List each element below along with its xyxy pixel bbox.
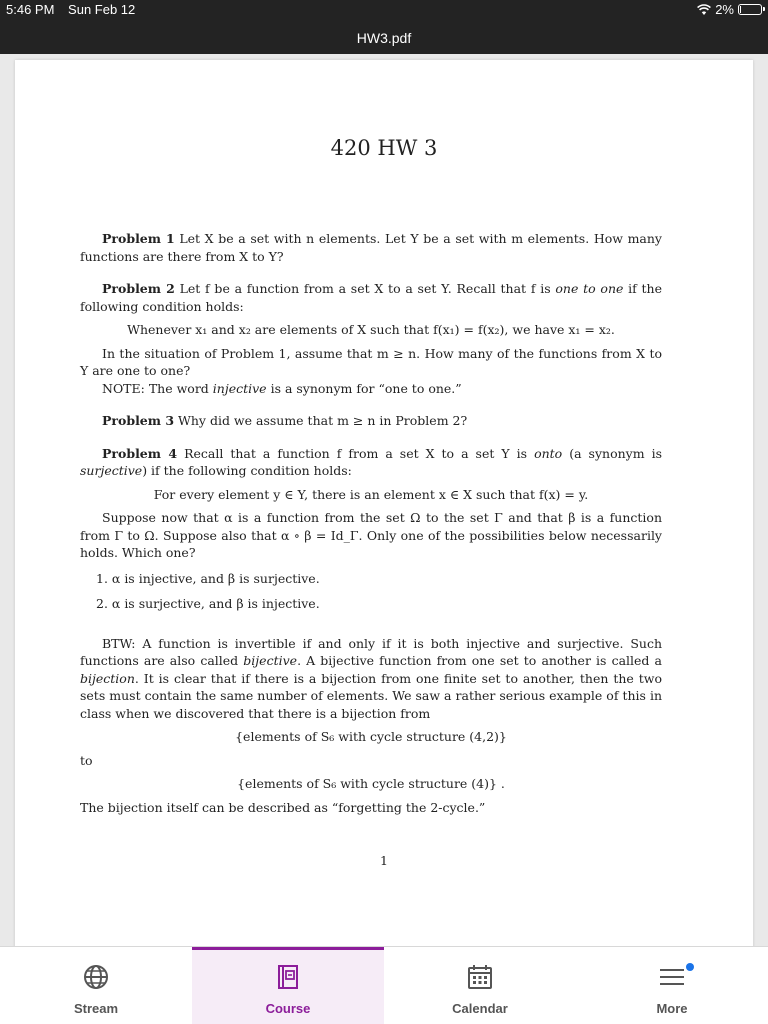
problem-3-text: Why did we assume that m ≥ n in Problem 2? — [174, 413, 468, 428]
problem-4-text-c: ) if the following condition holds: — [142, 463, 352, 478]
problem-2-note — [80, 380, 662, 398]
note-text-a: NOTE: The word — [102, 380, 213, 396]
closing-sentence: The bijection itself can be described as “forgetting the 2-cycle.” — [80, 799, 486, 815]
problem-1-label: Problem 1 — [102, 231, 175, 246]
tab-stream-label: Stream — [73, 1001, 119, 1016]
page-number: 1 — [380, 853, 388, 868]
homework-title: 420 HW 3 — [330, 136, 438, 160]
tab-course[interactable] — [192, 947, 384, 1024]
course-book-icon — [274, 963, 302, 991]
tab-calendar-label: Calendar — [452, 1001, 508, 1016]
problem-4-text-a: Recall that a function f from a set X to a set Y is — [177, 445, 535, 461]
status-indicators — [697, 2, 762, 17]
problem-4-condition: For every element y ∈ Y, there is an element x ∈ X such that f(x) = y. — [153, 486, 589, 502]
problem-4-emphasis-surjective: surjective — [80, 463, 143, 478]
battery-percent: 2% — [715, 2, 734, 17]
btw-text-b: . A bijective function from one set to another is called a — [297, 653, 662, 668]
option-2: 2. α is surjective, and β is injective. — [96, 596, 320, 611]
problem-2-text-a: Let f be a function from a set X to a set Y. Recall that f is — [174, 281, 556, 296]
note-emphasis: injective — [212, 380, 267, 396]
notification-dot-icon — [686, 963, 694, 971]
tab-more-label: More — [656, 1001, 688, 1016]
btw-paragraph — [80, 635, 662, 723]
set-cycle-4: {elements of S₆ with cycle structure (4)} . — [237, 776, 505, 791]
pdf-page — [15, 60, 753, 960]
status-time: 5:46 PM — [6, 2, 55, 17]
problem-4-text-b: (a synonym is — [562, 445, 662, 461]
status-date: Sun Feb 12 — [68, 2, 136, 17]
set-cycle-4-2: {elements of S₆ with cycle structure (4,2)} — [235, 729, 507, 744]
to-word: to — [80, 752, 93, 768]
menu-icon — [658, 963, 686, 991]
btw-emphasis-bijective: bijective — [243, 653, 298, 668]
problem-1-text: Let X be a set with n elements. Let Y be a set with m elements. How many functions are there from X to Y? — [80, 231, 662, 264]
document-title: HW3.pdf — [356, 30, 412, 46]
status-time-date — [6, 2, 135, 17]
problem-3-label: Problem 3 — [102, 413, 175, 428]
tab-stream[interactable] — [0, 947, 192, 1024]
problem-1 — [80, 230, 662, 265]
battery-icon — [738, 4, 762, 15]
pdf-viewer[interactable] — [0, 54, 768, 946]
problem-2-text-b: if the following condition holds: — [80, 281, 663, 314]
wifi-icon — [697, 4, 711, 16]
btw-text-a: BTW: A function is invertible if and only if it is both injective and surjective. Such functions are also called — [80, 635, 662, 668]
tab-course-label: Course — [265, 1001, 311, 1016]
tab-more[interactable] — [576, 947, 768, 1024]
note-text-b: is a synonym for “one to one.” — [266, 380, 462, 396]
calendar-icon — [466, 963, 494, 991]
problem-3 — [80, 412, 662, 430]
problem-4-label: Problem 4 — [102, 445, 178, 461]
problem-2-emphasis: one to one — [555, 281, 624, 296]
bottom-tab-bar — [0, 946, 768, 1024]
problem-4 — [80, 445, 662, 613]
problem-4-followup: Suppose now that α is a function from the set Ω to the set Γ and that β is a function from Γ to Ω. Suppose also that α ∘ β = Id_Γ. Only one of the possibilities below necessarily holds. Which one? — [80, 510, 662, 560]
tab-calendar[interactable] — [384, 947, 576, 1024]
problem-2-condition: Whenever x₁ and x₂ are elements of X such that f(x₁) = f(x₂), we have x₁ = x₂. — [127, 322, 615, 337]
problem-4-emphasis-onto: onto — [534, 445, 563, 461]
problem-4-options — [96, 570, 662, 613]
btw-emphasis-bijection: bijection — [80, 670, 135, 686]
problem-2-label: Problem 2 — [102, 281, 175, 296]
top-bar — [0, 0, 768, 54]
globe-icon — [82, 963, 110, 991]
document-body — [80, 230, 662, 816]
option-1: 1. α is injective, and β is surjective. — [96, 570, 320, 586]
problem-2-followup: In the situation of Problem 1, assume that m ≥ n. How many of the functions from X to Y are one to one? — [80, 345, 662, 378]
btw-text-c: . It is clear that if there is a bijection from one finite set to another, then the two sets must contain the same number of elements. We saw a rather serious example of this in class when we discovered that there is a bijection from — [80, 670, 662, 721]
problem-2 — [80, 280, 662, 397]
